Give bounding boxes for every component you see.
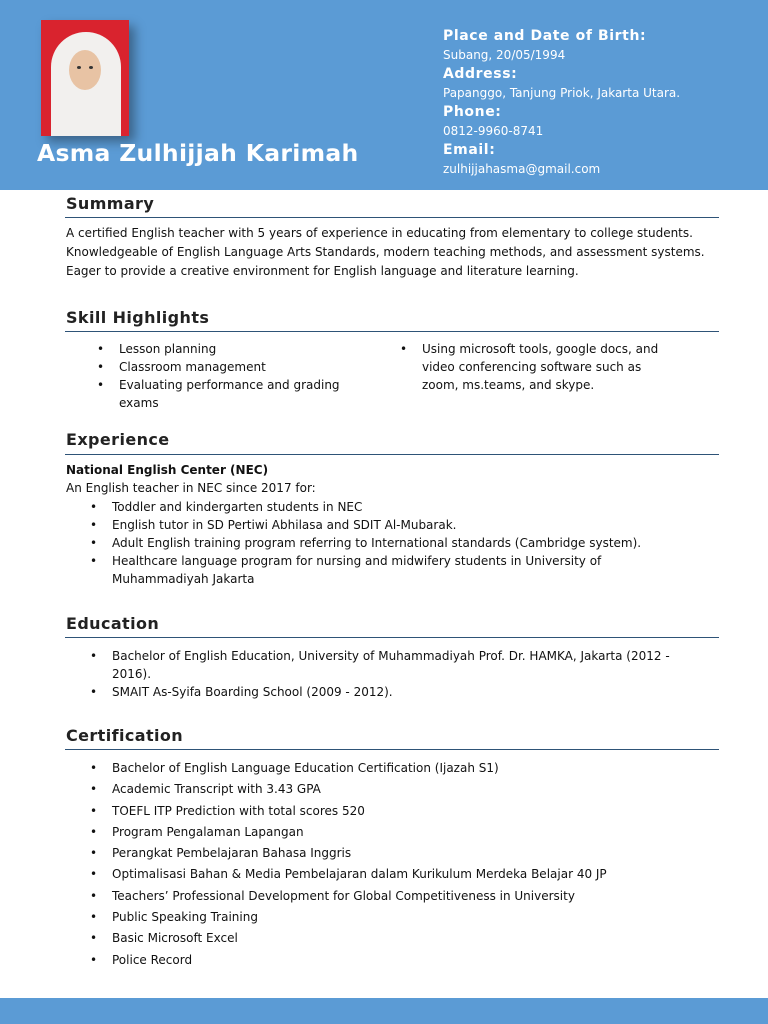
list-item: • Bachelor of English Language Education Certification (Ijazah S1) (112, 758, 712, 779)
experience-heading: Experience (66, 430, 170, 449)
address-label: Address: (443, 66, 518, 82)
list-item: • English tutor in SD Pertiwi Abhilasa and SDIT Al-Mubarak. (112, 516, 672, 534)
list-item: • Police Record (112, 950, 712, 971)
certification-divider (65, 749, 719, 750)
summary-divider (65, 217, 719, 218)
list-item: • Academic Transcript with 3.43 GPA (112, 779, 712, 800)
birth-label: Place and Date of Birth: (443, 28, 647, 44)
list-item: • Basic Microsoft Excel (112, 928, 712, 949)
contact-block (443, 27, 680, 179)
education-heading: Education (66, 614, 160, 633)
skills-list-left (119, 340, 379, 412)
phone-value: 0812-9960-8741 (443, 124, 544, 138)
experience-intro: An English teacher in NEC since 2017 for: (66, 481, 316, 495)
summary-line: Eager to provide a creative environment for English language and literature learning. (66, 264, 579, 278)
list-item: • Classroom management (119, 358, 379, 376)
footer-bar (0, 998, 768, 1024)
list-item: • Optimalisasi Bahan & Media Pembelajaran dalam Kurikulum Merdeka Belajar 40 JP (112, 864, 712, 885)
experience-divider (65, 454, 719, 455)
list-item: • Program Pengalaman Lapangan (112, 822, 712, 843)
skills-list-right (422, 340, 672, 394)
list-item: • Public Speaking Training (112, 907, 712, 928)
skills-divider (65, 331, 719, 332)
list-item: • Bachelor of English Education, University of Muhammadiyah Prof. Dr. HAMKA, Jakarta (2012 - 2016). (112, 647, 712, 683)
list-item: • Teachers’ Professional Development for Global Competitiveness in University (112, 886, 712, 907)
summary-line: A certified English teacher with 5 years of experience in educating from elementary to college students. (66, 226, 693, 240)
list-item: • SMAIT As-Syifa Boarding School (2009 - 2012). (112, 683, 712, 701)
list-item: • Toddler and kindergarten students in NEC (112, 498, 672, 516)
phone-label: Phone: (443, 104, 502, 120)
address-value: Papanggo, Tanjung Priok, Jakarta Utara. (443, 86, 681, 100)
email-value: zulhijjahasma@gmail.com (443, 162, 601, 176)
header-banner (0, 0, 768, 190)
summary-text (66, 224, 726, 281)
list-item: • Perangkat Pembelajaran Bahasa Inggris (112, 843, 712, 864)
certification-heading: Certification (66, 726, 184, 745)
list-item: • Evaluating performance and grading exams (119, 376, 379, 412)
certification-list (112, 758, 712, 971)
birth-value: Subang, 20/05/1994 (443, 48, 566, 62)
list-item: • Adult English training program referring to International standards (Cambridge system). (112, 534, 672, 552)
summary-heading: Summary (66, 194, 155, 213)
education-divider (65, 637, 719, 638)
email-label: Email: (443, 142, 496, 158)
skills-heading: Skill Highlights (66, 308, 210, 327)
experience-list (112, 498, 672, 588)
list-item: • Lesson planning (119, 340, 379, 358)
person-name: Asma Zulhijjah Karimah (37, 139, 359, 167)
experience-organization: National English Center (NEC) (66, 463, 269, 477)
list-item: • Healthcare language program for nursing and midwifery students in University of Muhammadiyah Jakarta (112, 552, 672, 588)
education-list (112, 647, 712, 701)
profile-photo (41, 20, 129, 136)
list-item: • TOEFL ITP Prediction with total scores 520 (112, 801, 712, 822)
summary-line: Knowledgeable of English Language Arts Standards, modern teaching methods, and assessment systems. (66, 245, 705, 259)
list-item: • Using microsoft tools, google docs, and video conferencing software such as zoom, ms.teams, and skype. (422, 340, 672, 394)
